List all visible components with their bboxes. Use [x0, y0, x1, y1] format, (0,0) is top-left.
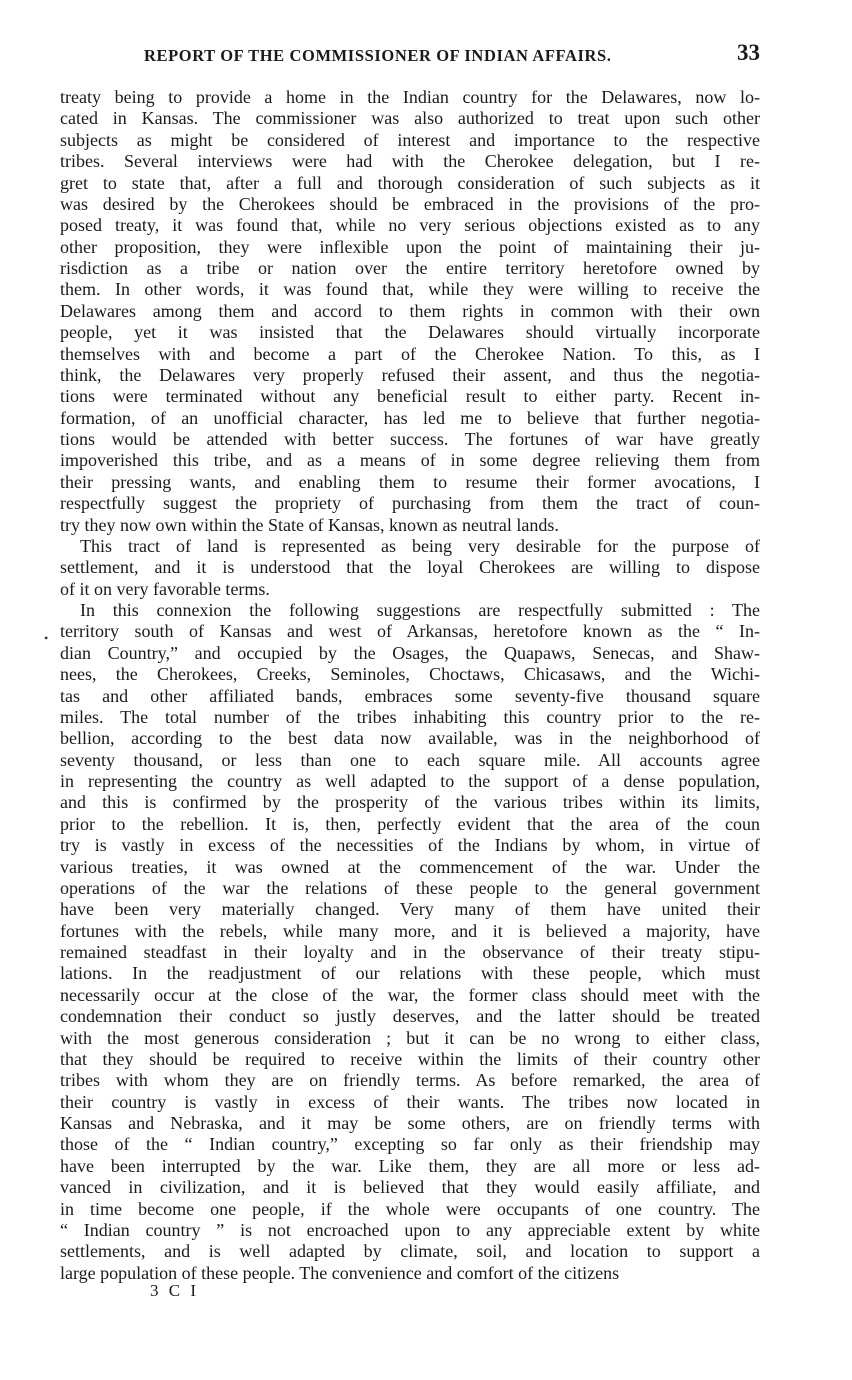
- text-line: tions were terminated without any beneficial result to either party. Recent in-: [60, 386, 760, 407]
- text-line: those of the “ Indian country,” excepting so far only as their friendship may: [60, 1134, 760, 1155]
- text-line: in representing the country as well adapted to the support of a dense population,: [60, 771, 760, 791]
- running-title: REPORT OF THE COMMISSIONER OF INDIAN AFFAIRS.: [144, 46, 612, 65]
- text-line: Kansas and Nebraska, and it may be some others, are on friendly terms with: [60, 1113, 760, 1133]
- text-line: tribes. Several interviews were had with the Cherokee delegation, but I re-: [60, 151, 760, 172]
- text-line: subjects as might be considered of interest and importance to the respective: [60, 129, 760, 150]
- text-line: risdiction as a tribe or nation over the entire territory heretofore owned by: [60, 258, 760, 278]
- text-line: try is vastly in excess of the necessities of the Indians by whom, in virtue of: [60, 835, 760, 856]
- text-line: gret to state that, after a full and thorough consideration of such subjects as it: [60, 172, 760, 193]
- text-line: their pressing wants, and enabling them to resume their former avocations, I: [60, 471, 760, 492]
- text-line: their country is vastly in excess of their wants. The tribes now located in: [60, 1091, 760, 1112]
- text-line: fortunes with the rebels, while many more, and it is believed a majority, have: [60, 920, 760, 941]
- text-line: settlement, and it is understood that the loyal Cherokees are willing to dispose: [60, 557, 760, 578]
- signature-mark: 3 C I: [150, 1281, 199, 1300]
- text-line: condemnation their conduct so justly deserves, and the latter should be treated: [60, 1006, 760, 1027]
- text-line: in time become one people, if the whole were occupants of one country. The: [60, 1198, 760, 1219]
- text-line: lations. In the readjustment of our relations with these people, which must: [60, 963, 760, 984]
- text-line: territory south of Kansas and west of Arkansas, heretofore known as the “ In-: [60, 621, 760, 642]
- text-line: operations of the war the relations of these people to the general government: [60, 877, 760, 898]
- page-number: 33: [737, 40, 760, 65]
- text-line: nees, the Cherokees, Creeks, Seminoles, Choctaws, Chicasaws, and the Wichi-: [60, 664, 760, 685]
- text-line: with the most generous consideration ; but it can be no wrong to either class,: [60, 1027, 760, 1048]
- text-line: settlements, and is well adapted by climate, soil, and location to support a: [60, 1241, 760, 1262]
- text-line: remained steadfast in their loyalty and in the observance of their treaty stipu-: [60, 942, 760, 962]
- text-line: people, yet it was insisted that the Delawares should virtually incorporate: [60, 322, 760, 343]
- text-line: and this is confirmed by the prosperity of the various tribes within its limits,: [60, 792, 760, 813]
- text-line: was desired by the Cherokees should be embraced in the provisions of the pro-: [60, 193, 760, 214]
- text-line: miles. The total number of the tribes inhabiting this country prior to the re-: [60, 706, 760, 727]
- text-line: themselves with and become a part of the Cherokee Nation. To this, as I: [60, 343, 760, 364]
- body-text: [60, 87, 760, 1284]
- text-line: cated in Kansas. The commissioner was also authorized to treat upon such other: [60, 108, 760, 129]
- text-line: vanced in civilization, and it is believed that they would easily affiliate, and: [60, 1177, 760, 1198]
- text-line: try they now own within the State of Kansas, known as neutral lands.: [60, 514, 559, 535]
- running-header: [60, 40, 762, 80]
- text-line: have been very materially changed. Very many of them have united their: [60, 899, 760, 920]
- text-line: Delawares among them and accord to them rights in common with their own: [60, 300, 760, 321]
- text-line: treaty being to provide a home in the Indian country for the Delawares, now lo-: [60, 87, 760, 107]
- text-line: have been interrupted by the war. Like them, they are all more or less ad-: [60, 1155, 760, 1176]
- text-line: that they should be required to receive within the limits of their country other: [60, 1048, 760, 1069]
- text-line: them. In other words, it was found that, while they were willing to receive the: [60, 279, 760, 300]
- text-line: prior to the rebellion. It is, then, perfectly evident that the area of the coun: [60, 813, 760, 834]
- text-line: posed treaty, it was found that, while no very serious objections existed as to any: [60, 215, 760, 236]
- text-line: In this connexion the following suggestions are respectfully submitted : The: [80, 600, 760, 620]
- text-line: impoverished this tribe, and as a means of in some degree relieving them from: [60, 450, 760, 471]
- text-line: tas and other affiliated bands, embraces some seventy-five thousand square: [60, 685, 760, 706]
- text-line: This tract of land is represented as being very desirable for the purpose of: [80, 535, 760, 556]
- text-line: necessarily occur at the close of the war, the former class should meet with the: [60, 984, 760, 1005]
- text-line: large population of these people. The convenience and comfort of the citizens: [60, 1262, 620, 1283]
- text-line: tions would be attended with better success. The fortunes of war have greatly: [60, 429, 760, 449]
- text-line: various treaties, it was owned at the commencement of the war. Under the: [60, 856, 760, 877]
- text-line: dian Country,” and occupied by the Osages, the Quapaws, Senecas, and Shaw-: [60, 642, 760, 663]
- text-line: of it on very favorable terms.: [60, 578, 270, 599]
- margin-dot: •: [44, 631, 49, 645]
- text-line: “ Indian country ” is not encroached upon to any appreciable extent by white: [60, 1219, 760, 1240]
- text-line: tribes with whom they are on friendly terms. As before remarked, the area of: [60, 1070, 760, 1091]
- text-line: respectfully suggest the propriety of purchasing from them the tract of coun-: [60, 493, 760, 514]
- text-line: other proposition, they were inflexible upon the point of maintaining their ju-: [60, 236, 760, 257]
- text-line: formation, of an unofficial character, has led me to believe that further negotia-: [60, 407, 760, 428]
- text-line: bellion, according to the best data now available, was in the neighborhood of: [60, 728, 760, 749]
- text-line: think, the Delawares very properly refused their assent, and thus the negotia-: [60, 364, 760, 385]
- text-line: seventy thousand, or less than one to each square mile. All accounts agree: [60, 749, 760, 770]
